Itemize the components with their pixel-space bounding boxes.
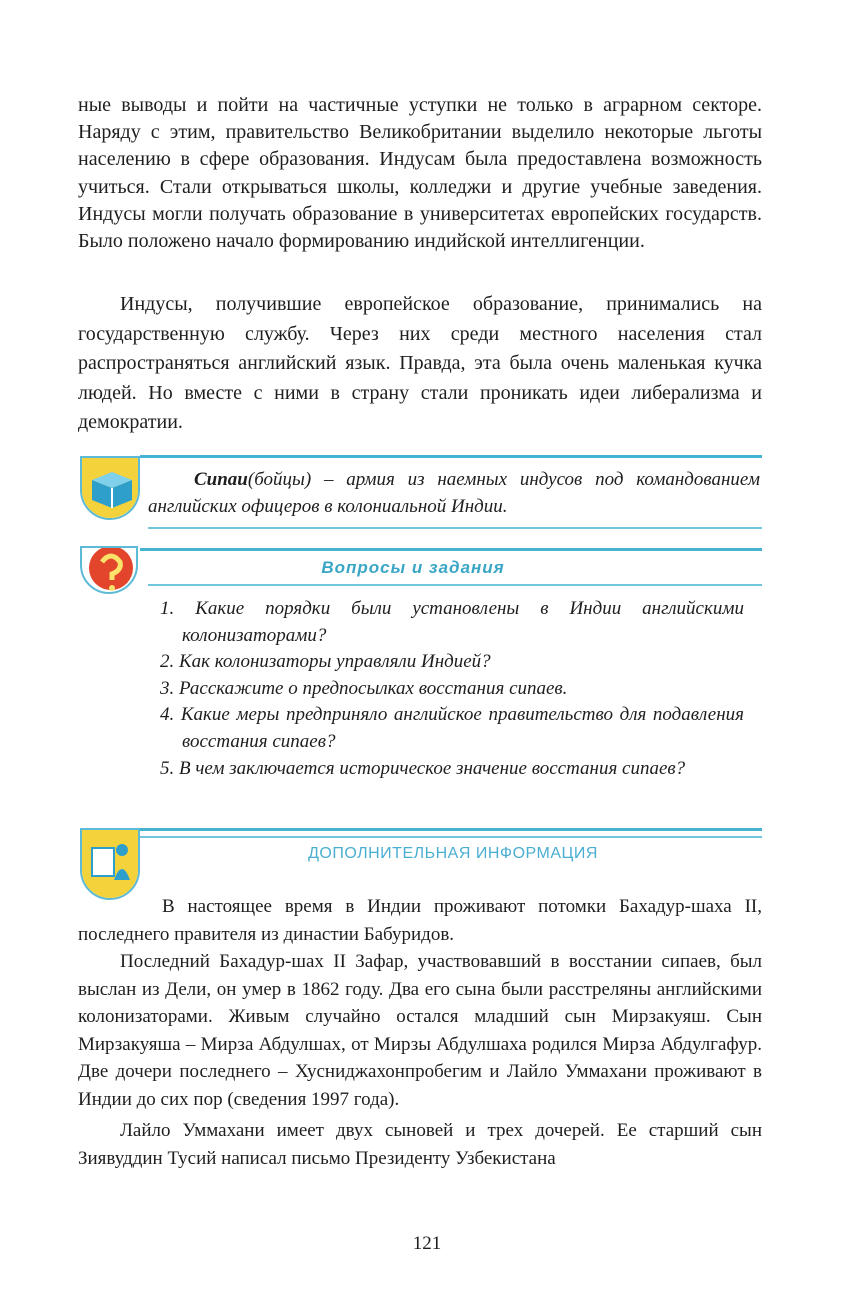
questions-top-rule [140,548,762,551]
page-number: 121 [412,1233,442,1254]
question-item: 5. В чем заключается историческое значение восстания сипаев? [160,757,686,779]
term-definition [148,466,760,520]
info-title: ДОПОЛНИТЕЛЬНАЯ ИНФОРМАЦИЯ [308,845,598,862]
term-box-top-rule [140,455,762,458]
question-item: 4. Какие меры предприняло английское правительство для подавления восстания сипаев? [160,704,744,752]
term-box-bottom-rule [148,527,762,529]
info-top-rule [140,828,762,831]
info-paragraph-2: Последний Бахадур-шах II Зафар, участвовавший в восстании сипаев, был выслан из Дели, он умер в 1862 году. Два его сына были расстреляны английскими колонизаторами. Живым случайно остался младший сын Мирзакуяш. Сын Мирзакуяша – Мирза Абдулшах, от Мирзы Абдулшаха родился Мирза Абдулгафур. Две дочери последнего – Хусниджахонпробегим и Лайло Уммахани проживают в Индии до сих пор (сведения 1997 года). [78,951,762,1110]
questions-bottom-rule [148,584,762,586]
info-paragraph-3: Лайло Уммахани имеет двух сыновей и трех дочерей. Ее старший сын Зиявуддин Тусий написал письмо Президенту Узбекистана [78,1120,762,1169]
info-body [78,893,762,1172]
term-text: (бойцы) – армия из наемных индусов под командованием английских офицеров в колониальной Индии. [148,469,760,517]
question-item: 1. Какие порядки были установлены в Индии английскими колонизаторами? [160,598,744,646]
body-paragraph-2: Индусы, получившие европейское образование, принимались на государственную службу. Через них среди местного населения стал распространяться английский язык. Правда, эта была очень маленькая кучка людей. Но вместе с ними в страну стали проникать идеи либерализма и демократии. [78,293,762,433]
questions-list [160,596,744,782]
term-word: Сипаи [194,469,248,490]
info-second-rule [140,836,762,838]
question-icon [80,546,138,594]
question-item: 2. Как колонизаторы управляли Индией? [160,651,491,673]
question-item: 3. Расскажите о предпосылках восстания сипаев. [160,677,568,699]
body-paragraph-1: ные выводы и пойти на частичные уступки не только в аграрном секторе. Наряду с этим, правительство Великобритании выделило некоторые льготы населению в сфере образования. Индусам была предоставлена возможность учиться. Стали открываться школы, колледжи и другие учебные заведения. Индусы могли получать образование в университетах европейских государств. Было положено начало формированию индийской интеллигенции. [78,94,762,253]
info-paragraph-1: В настоящее время в Индии проживают потомки Бахадур-шаха II, последнего правителя из династии Бабуридов. [78,896,762,945]
book-icon [80,456,140,520]
reader-icon [80,828,140,900]
questions-title: Вопросы и задания [321,558,505,577]
